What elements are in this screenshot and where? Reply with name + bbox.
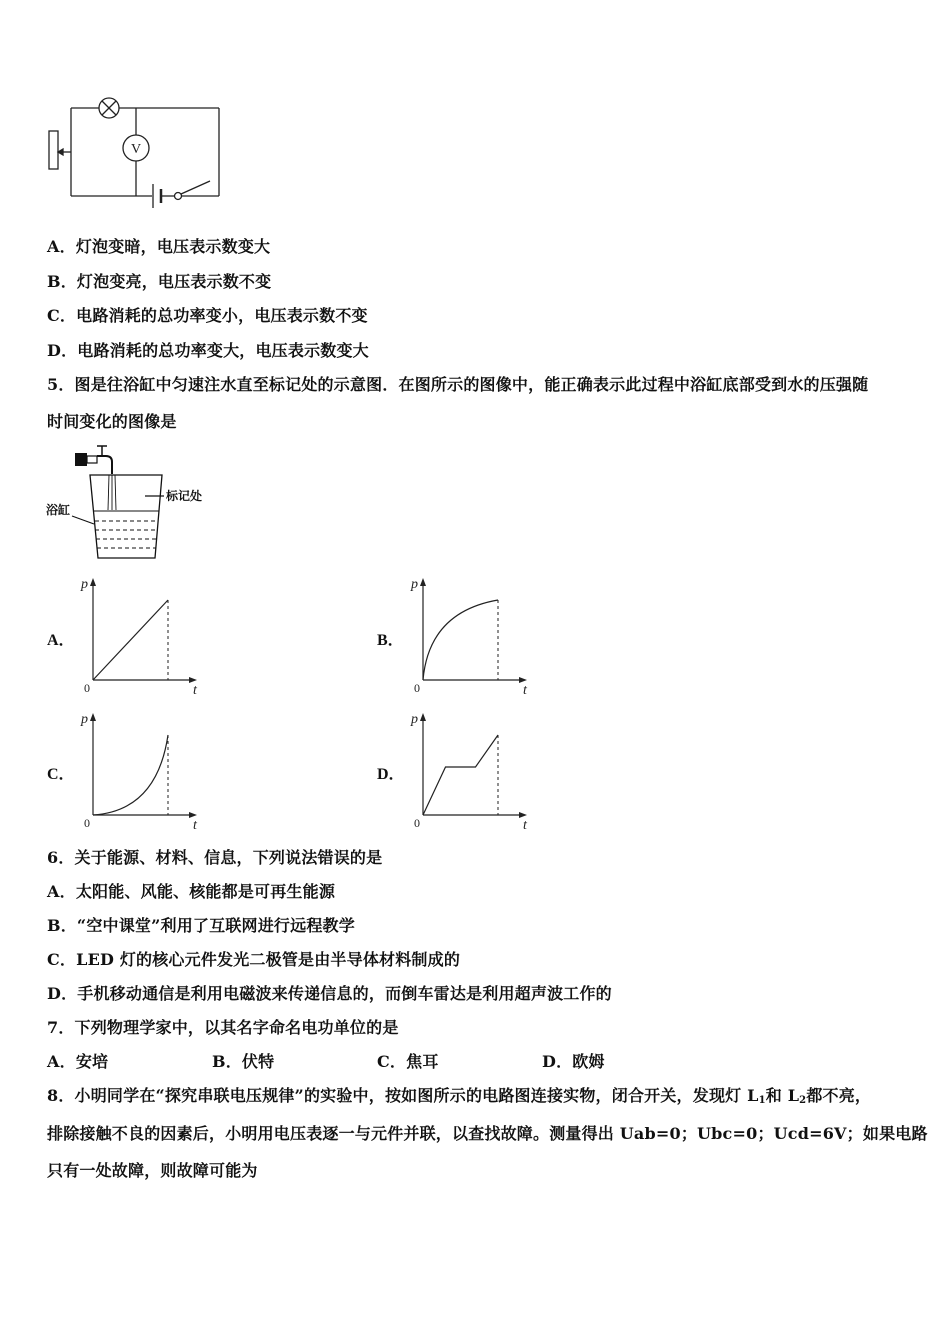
graph-a-label: A． — [47, 632, 75, 649]
origin-label: 0 — [84, 816, 90, 829]
y-axis-label: p — [81, 577, 88, 592]
bathtub-illustration — [44, 444, 224, 566]
mark-label: 标记处 — [166, 489, 203, 503]
origin-label: 0 — [84, 681, 90, 694]
q6-option-d: D．手机移动通信是利用电磁波来传递信息的，而倒车雷达是利用超声波工作的 — [47, 984, 612, 1003]
pressure-curve — [93, 600, 168, 680]
q8-line1-part-b: 和 L — [765, 1086, 800, 1105]
q7-option-d: D．欧姆 — [542, 1052, 605, 1071]
faucet-icon — [75, 446, 112, 474]
origin-label: 0 — [414, 816, 420, 829]
circuit-diagram — [40, 95, 230, 210]
q5-stem-line1: 5．图是往浴缸中匀速注水直至标记处的示意图．在图所示的图像中，能正确表示此过程中浴缸底部受到水的压强随 — [47, 375, 869, 394]
y-axis-label: p — [411, 577, 418, 592]
q4-option-c: C．电路消耗的总功率变小，电压表示数不变 — [47, 306, 368, 325]
y-axis-arrow — [90, 713, 96, 721]
y-axis-label: p — [81, 712, 88, 727]
pressure-curve — [93, 735, 168, 815]
graph-b-label: B． — [377, 632, 404, 649]
q8-line1-part-c: 都不亮， — [806, 1086, 872, 1105]
q8-line1-part-a: 8．小明同学在“探究串联电压规律”的实验中，按如图所示的电路图连接实物，闭合开关，发现灯 L — [47, 1086, 759, 1105]
pressure-curve — [423, 735, 498, 815]
q8-stem-line3: 只有一处故障，则故障可能为 — [47, 1161, 258, 1180]
switch-symbol — [175, 181, 211, 200]
q7-option-b: B．伏特 — [212, 1052, 275, 1071]
tub-label: 浴缸 — [46, 503, 71, 517]
q4-option-d: D．电路消耗的总功率变大，电压表示数变大 — [47, 341, 369, 360]
q7-option-c: C．焦耳 — [377, 1052, 439, 1071]
x-axis-label: t — [523, 683, 527, 694]
q8-subscript-1: 1 — [758, 1095, 766, 1106]
voltmeter-symbol — [123, 135, 149, 161]
pressure-curve — [423, 600, 498, 680]
q6-option-b: B．“空中课堂”利用了互联网进行远程教学 — [47, 916, 355, 935]
q4-option-a: A．灯泡变暗，电压表示数变大 — [47, 237, 271, 256]
q4-option-b: B．灯泡变亮，电压表示数不变 — [47, 272, 272, 291]
graph-c — [75, 707, 210, 829]
lamp-symbol — [99, 98, 119, 118]
y-axis-arrow — [90, 578, 96, 586]
graph-d — [405, 707, 540, 829]
y-axis-arrow — [420, 713, 426, 721]
origin-label: 0 — [414, 681, 420, 694]
voltmeter-label: V — [130, 142, 142, 157]
q7-stem: 7．下列物理学家中，以其名字命名电功单位的是 — [47, 1018, 399, 1037]
y-axis-arrow — [420, 578, 426, 586]
graph-c-label: C． — [47, 766, 75, 783]
q6-option-c: C．LED 灯的核心元件发光二极管是由半导体材料制成的 — [47, 950, 461, 969]
q8-subscript-2: 2 — [799, 1095, 807, 1106]
y-axis-label: p — [411, 712, 418, 727]
graph-d-label: D． — [377, 766, 405, 783]
battery-symbol — [153, 184, 161, 208]
q8-stem-line1 — [47, 1083, 871, 1106]
x-axis-label: t — [523, 818, 527, 829]
graph-b — [405, 572, 540, 694]
q5-stem-line2: 时间变化的图像是 — [47, 412, 177, 431]
q8-stem-line2: 排除接触不良的因素后，小明用电压表逐一与元件并联，以查找故障。测量得出 Uab=0；Ubc=0；Ucd=6V；如果电路 — [47, 1124, 928, 1143]
q6-option-a: A．太阳能、风能、核能都是可再生能源 — [47, 882, 336, 901]
x-axis-label: t — [193, 818, 197, 829]
q7-option-a: A．安培 — [47, 1052, 109, 1071]
q6-stem: 6．关于能源、材料、信息，下列说法错误的是 — [47, 848, 383, 867]
rheostat-symbol — [49, 131, 71, 169]
x-axis-label: t — [193, 683, 197, 694]
graph-a — [75, 572, 210, 694]
